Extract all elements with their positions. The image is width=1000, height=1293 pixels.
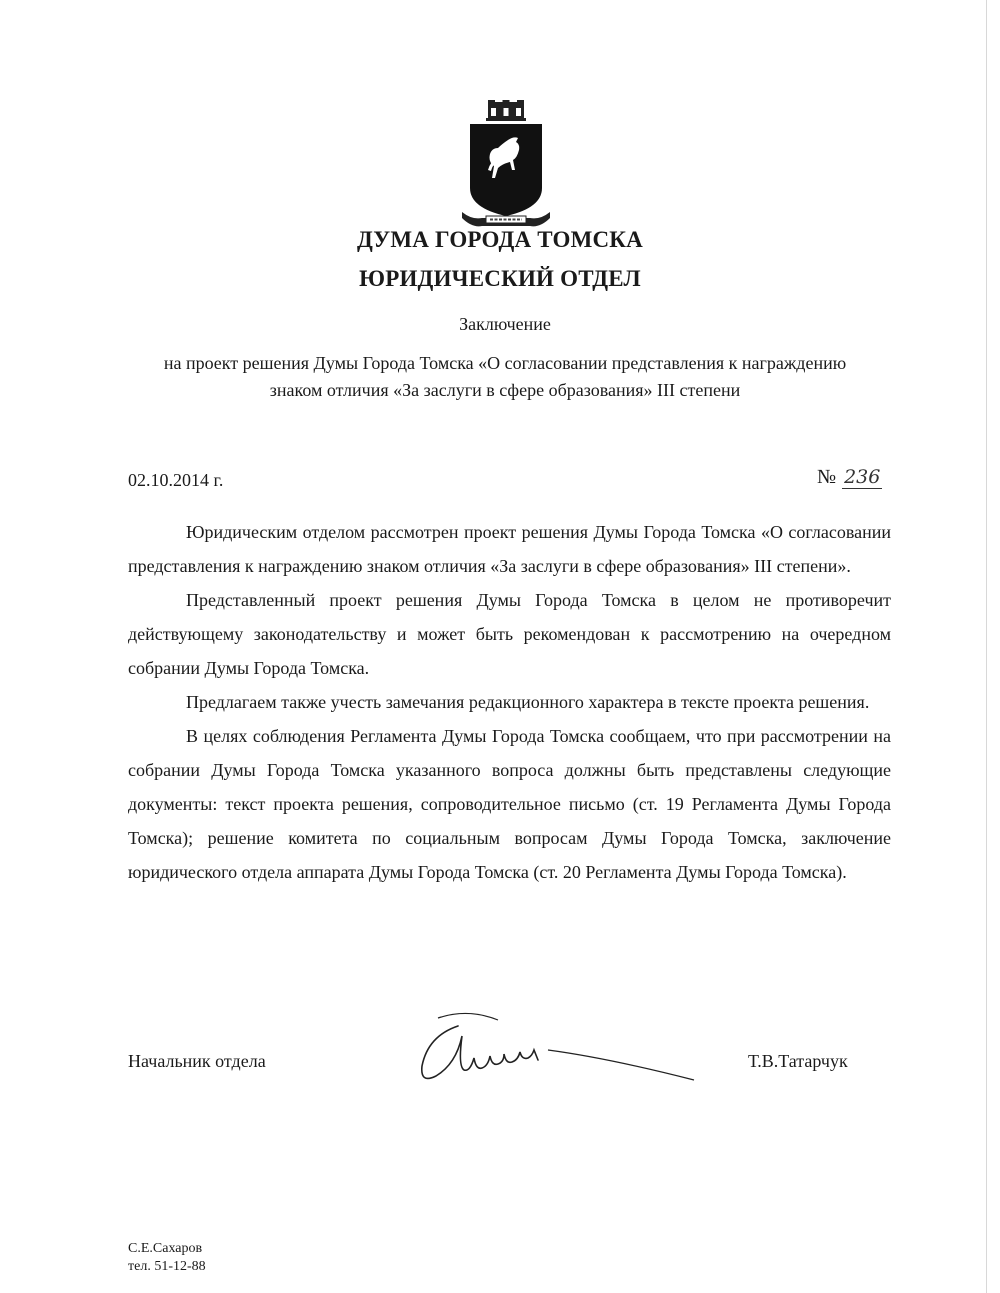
number-value: 236: [844, 466, 881, 488]
body-text: [128, 515, 891, 889]
document-subject-line-1: на проект решения Думы Города Томска «О согласовании представления к награждению: [163, 353, 847, 373]
signatory-position: Начальник отдела: [128, 1051, 266, 1071]
body-paragraph: Представленный проект решения Думы Города Томска в целом не противоречит действующему законодательству и может быть рекомендован к рассмотрению на очередном собрании Думы Города Томска.: [128, 590, 891, 678]
handwritten-signature: [418, 1008, 698, 1088]
document-type: Заключение: [459, 314, 551, 334]
body-paragraph: Юридическим отделом рассмотрен проект решения Думы Города Томска «О согласовании представления к награждению знаком отличия «За заслуги в сфере образования» III степени».: [128, 522, 891, 576]
executor-phone: тел. 51-12-88: [128, 1259, 206, 1274]
organization-name: ДУМА ГОРОДА ТОМСКА: [357, 227, 643, 252]
document-date: 02.10.2014 г.: [128, 470, 224, 490]
footer-executor-info: [128, 1240, 206, 1276]
executor-name: С.Е.Сахаров: [128, 1241, 203, 1256]
signatory-name: Т.В.Татарчук: [748, 1051, 848, 1071]
department-name: ЮРИДИЧЕСКИЙ ОТДЕЛ: [359, 266, 641, 291]
number-sign: №: [817, 466, 837, 488]
body-paragraph: В целях соблюдения Регламента Думы Города Томска сообщаем, что при рассмотрении на собрании Думы Города Томска указанного вопроса должны быть представлены следующие документы: текст проекта решения, сопроводительное письмо (ст. 19 Регламента Думы Города Томска); решение комитета по социальным вопросам Думы Города Томска, заключение юридического отдела аппарата Думы Города Томска (ст. 20 Регламента Думы Города Томска).: [128, 726, 891, 882]
document-number: [817, 466, 882, 489]
document-subject-line-2: знаком отличия «За заслуги в сфере образования» III степени: [269, 380, 741, 400]
body-paragraph: Предлагаем также учесть замечания редакционного характера в тексте проекта решения.: [186, 692, 870, 712]
page-edge-line: [986, 0, 987, 1293]
tomsk-coat-of-arms-emblem: [458, 100, 554, 230]
